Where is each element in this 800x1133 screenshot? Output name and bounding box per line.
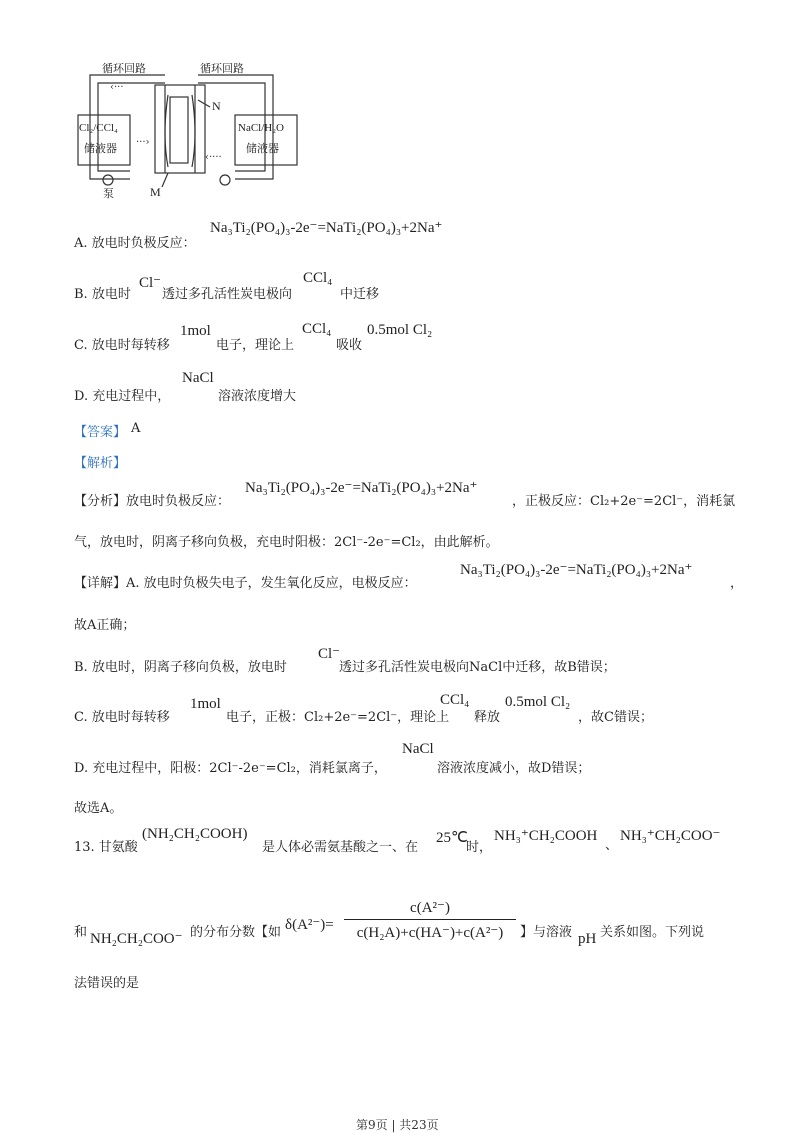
fenxi-prefix: 【分析】放电时负极反应： [74,494,231,509]
label-m: M [150,185,161,199]
option-b-mid: 透过多孔活性炭电极向 [162,287,293,302]
detail-c-release: 释放 [474,710,501,725]
q13-line2-prefix: 和 [74,925,88,940]
tank-right-label: NaCl/H₂O [238,122,284,134]
detail-c-prefix: C. 放电时每转移 [74,710,170,725]
svg-text:···›: ···› [136,137,150,148]
option-c-ccl4: CCl₄ [302,321,332,337]
detail-c-mol: 1mol [190,696,221,712]
label-n: N [212,99,221,113]
xiangjie-equation: Na₃Ti₂(PO₄)₃-2e⁻=NaTi₂(PO₄)₃+2Na⁺ [460,562,693,578]
q13-line2-tail: 关系如图。下列说 [600,925,705,940]
q13-ph: pH [578,931,597,947]
q13-formula: (NH₂CH₂COOH) [142,826,248,842]
page-footer: 第9页 | 共23页 [356,1118,439,1132]
detail-d-nacl: NaCl [402,741,434,757]
q13-species-2: NH₃⁺CH₂COO⁻ [620,828,721,844]
option-d-end: 溶液浓度增大 [218,389,297,404]
option-a-prefix: A. 放电时负极反应： [74,236,196,251]
detail-b-end: 透过多孔活性炭电极向NaCl中迁移，故B错误； [339,660,616,675]
svg-text:‹···: ‹··· [110,82,124,93]
xiangjie-prefix: 【详解】A. 放电时负极失电子，发生氧化反应，电极反应： [74,576,417,591]
detail-b-prefix: B. 放电时，阴离子移向负极，放电时 [74,660,287,675]
xiangjie-end: ， [730,576,744,591]
q13-prefix: 13. 甘氨酸 [74,840,138,855]
detail-d-end: 溶液浓度减小，故D错误； [437,761,591,776]
q13-temp: 25℃ [436,830,468,846]
q13-sep: 、 [605,838,619,853]
answer-value: A [131,421,141,436]
q13-mid2: 时， [466,840,493,855]
option-d-nacl: NaCl [182,370,214,386]
option-a-equation: Na₃Ti₂(PO₄)₃-2e⁻=NaTi₂(PO₄)₃+2Na⁺ [210,220,443,236]
option-c-mid: 电子，理论上 [216,338,295,353]
fenxi-equation: Na₃Ti₂(PO₄)₃-2e⁻=NaTi₂(PO₄)₃+2Na⁺ [245,480,478,496]
detail-c-ccl4: CCl₄ [440,692,470,708]
detail-c-cl2: 0.5mol Cl₂ [505,694,571,710]
q13-fraction [344,898,516,942]
detail-b-cl: Cl⁻ [318,646,341,662]
fenxi-suffix: ，正极反应：Cl₂+2e⁻=2Cl⁻，消耗氯 [512,494,736,509]
option-c-absorb: 吸收 [336,338,363,353]
option-d-prefix: D. 充电过程中， [74,389,171,404]
answer-label: 【答案】 [74,425,127,440]
detail-c-mid: 电子，正极：Cl₂+2e⁻=2Cl⁻，理论上 [226,710,450,725]
conclusion: 故选A。 [74,801,123,816]
option-c-cl2: 0.5mol Cl₂ [367,322,433,338]
tank-left-label-2: 储液器 [84,142,117,155]
q13-numerator: c(A²⁻) [344,898,516,920]
analysis-label: 【解析】 [74,456,127,471]
option-b-prefix: B. 放电时 [74,287,131,302]
label-pump: 泵 [103,187,114,200]
q13-line3: 法错误的是 [74,976,140,991]
option-c-mol: 1mol [180,323,211,339]
option-b-end: 中迁移 [340,287,380,302]
xiangjie-line2: 故A正确； [74,618,136,633]
q13-line2-end: 】与溶液 [520,925,573,940]
q13-delta: δ(A²⁻)= [285,917,334,933]
tank-right-label-2: 储液器 [246,142,279,155]
detail-d-prefix: D. 充电过程中，阳极：2Cl⁻-2e⁻=Cl₂，消耗氯离子， [74,761,387,776]
q13-denominator: c(H₂A)+c(HA⁻)+c(A²⁻) [356,925,504,941]
tank-left-label: Cl₂/CCl₄ [79,122,118,134]
option-b-ccl4: CCl₄ [303,270,333,286]
option-b-cl: Cl⁻ [139,275,162,291]
loop-label-right: 循环回路 [200,62,244,75]
q13-species-1: NH₃⁺CH₂COOH [494,828,598,844]
q13-line2-mid: 的分布分数【如 [190,925,282,940]
q13-species-3: NH₂CH₂COO⁻ [90,931,183,947]
q13-mid: 是人体必需氨基酸之一、在 [262,840,419,855]
detail-c-end: ，故C错误； [578,710,653,725]
option-c-prefix: C. 放电时每转移 [74,338,170,353]
fenxi-line2: 气，放电时，阴离子移向负极，充电时阳极：2Cl⁻-2e⁻=Cl₂，由此解析。 [74,535,499,550]
loop-label-left: 循环回路 [102,62,146,75]
svg-text:‹····: ‹···· [205,152,222,163]
